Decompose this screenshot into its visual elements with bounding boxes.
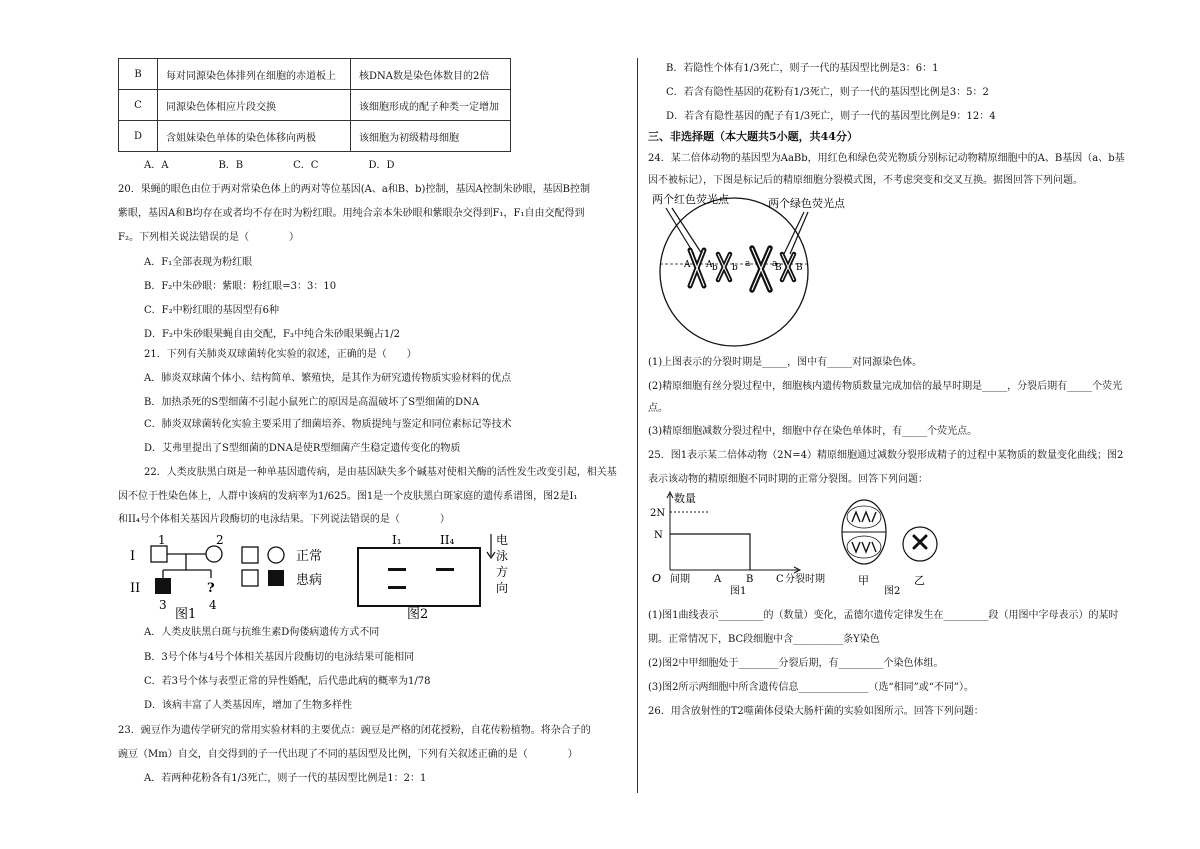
q20-stem-line1: 20．果蝇的眼色由位于两对常染色体上的两对等位基因(A、a和B、b)控制，基因A控制朱砂眼，基因B控制: [118, 184, 591, 195]
q24-part-2-line2: 点。: [648, 403, 668, 414]
gene-label: b: [732, 263, 738, 273]
figure-2-caption: 图2: [884, 586, 901, 596]
q20-option-a: A．F₁全部表现为粉红眼: [144, 257, 253, 268]
q20-option-d: D．F₂中朱砂眼果蝇自由交配，F₃中纯合朱砂眼果蝇占1/2: [144, 329, 401, 340]
direction-char: 方: [496, 565, 509, 579]
table-row: [119, 59, 511, 90]
table-cell: 同源染色体相应片段交换: [158, 90, 351, 121]
table-cell: 每对同源染色体排列在细胞的赤道板上: [158, 59, 351, 90]
y-tick-2n: 2N: [650, 508, 666, 519]
q22-option-b: B．3号个体与4号个体相关基因片段酶切的电泳结果可能相同: [144, 652, 415, 663]
direction-char: 向: [496, 581, 509, 595]
q21-option-a: A．肺炎双球菌个体小、结构简单、繁殖快，是其作为研究遗传物质实验材料的优点: [144, 373, 512, 384]
gene-label: a: [772, 259, 778, 269]
q21-stem: 21．下列有关肺炎双球菌转化实验的叙述，正确的是（ ）: [144, 349, 417, 360]
red-dots-label: 两个红色荧光点: [652, 193, 729, 206]
q25-figures: [648, 488, 948, 596]
x-tick-a: A: [714, 574, 722, 585]
gel-band: [388, 568, 406, 571]
generation-label-2: II: [130, 581, 141, 596]
gene-label: B: [775, 263, 782, 273]
q25-part-1-line2: 期。正常情况下，BC段细胞中含__________条Y染色: [648, 634, 880, 645]
q22-option-d: D．该病丰富了人类基因库，增加了生物多样性: [144, 700, 353, 711]
table-cell: 该细胞为初级精母细胞: [351, 121, 511, 152]
q24-cell-figure: [648, 190, 848, 350]
legend-normal-label: 正常: [296, 549, 323, 564]
y-tick-n: N: [654, 530, 663, 541]
q20-stem-line3: F₂。下列相关说法错误的是（ ）: [118, 232, 299, 243]
legend-female-normal: [268, 547, 284, 563]
table-cell: 该细胞形成的配子种类一定增加: [351, 90, 511, 121]
cell-yi-label: 乙: [914, 574, 925, 587]
direction-char: 泳: [496, 549, 509, 563]
table-cell: B: [119, 59, 158, 90]
lane-label-1: I₁: [392, 533, 402, 547]
figure-2-caption: 图2: [407, 607, 429, 622]
q25-stem-line2: 表示该动物的精原细胞不同时期的正常分裂图。回答下列问题：: [648, 474, 928, 485]
q22-option-c: C．若3号个体与表型正常的异性婚配，后代患此病的概率为1/78: [144, 676, 431, 687]
q21-option-b: B．加热杀死的S型细菌不引起小鼠死亡的原因是高温破坏了S型细菌的DNA: [144, 397, 480, 408]
direction-char: 电: [496, 533, 509, 547]
male-normal-symbol: [151, 546, 167, 562]
individual-number-1: 1: [158, 533, 166, 547]
gel-box: [358, 548, 480, 606]
green-dots-label: 两个绿色荧光点: [768, 197, 845, 210]
figure-1-caption: 图1: [175, 607, 197, 622]
pedigree-figure: [130, 533, 322, 622]
legend-affected: [268, 570, 284, 586]
x-tick-c: C: [776, 574, 784, 585]
electrophoresis-figure: [358, 532, 508, 622]
individual-number-4: 4: [209, 598, 217, 612]
female-normal-symbol: [206, 546, 222, 562]
q23-option-a: A．若两种花粉各有1/3死亡，则子一代的基因型比例是1：2：1: [144, 773, 427, 784]
q23-option-d: D．若含有隐性基因的配子有1/3死亡，则子一代的基因型比例是9：12：4: [666, 111, 996, 122]
table-row: [119, 121, 511, 152]
legend-male-normal: [242, 547, 258, 563]
section-3-heading: 三、非选择题（本大题共5小题，共44分）: [648, 130, 858, 143]
male-affected-symbol: [155, 578, 171, 594]
q22-figures: [118, 530, 528, 622]
q22-stem-line2: 因不位于性染色体上，人群中该病的发病率为1/625。图1是一个皮肤黑白斑家庭的遗传系谱图，图2是I₁: [118, 491, 578, 502]
generation-label-1: I: [130, 549, 136, 564]
q19-options-table: [118, 58, 511, 152]
q25-part-1-line1: (1)图1曲线表示_________的（数量）变化，孟德尔遗传定律发生在_________段（用图中字母表示）的某时: [648, 610, 1119, 621]
q21-option-d: D．艾弗里提出了S型细菌的DNA是使R型细菌产生稳定遗传变化的物质: [144, 443, 461, 454]
unknown-mark: ?: [207, 581, 215, 596]
gel-band: [436, 568, 454, 571]
chromosome: [690, 250, 704, 286]
cell-jia-label: 甲: [858, 574, 869, 587]
q24-part-2-line1: (2)精原细胞有丝分裂过程中，细胞核内遗传物质数量完成加倍的最早时期是_____，分裂后期有_____个荧光: [648, 381, 1123, 392]
x-tick-interphase: 间期: [670, 574, 690, 585]
q21-option-c: C．肺炎双球菌转化实验主要采用了细菌培养、物质提纯与鉴定和同位素标记等技术: [144, 419, 512, 430]
column-divider: [637, 58, 638, 793]
q20-option-b: B．F₂中朱砂眼：紫眼：粉红眼=3：3：10: [144, 281, 337, 292]
lane-label-2: II₄: [440, 533, 455, 547]
figure-1-caption: 图1: [730, 586, 747, 596]
individual-number-2: 2: [216, 533, 224, 547]
q23-stem-line2: 豌豆（Mm）自交，自交得到的子一代出现了不同的基因型及比例，下列有关叙述正确的是（ ）: [118, 749, 578, 760]
q20-option-c: C．F₂中粉红眼的基因型有6种: [144, 305, 279, 316]
q19-choices: A．A B．B C．C D．D: [144, 160, 395, 171]
gene-label: B: [796, 263, 803, 273]
cell-yi: [903, 527, 937, 587]
q23-option-b: B．若隐性个体有1/3死亡，则子一代的基因型比例是3：6：1: [666, 63, 939, 74]
q25-part-2: (2)图2中甲细胞处于________分裂后期，有_________个染色体组。: [648, 658, 944, 669]
q23-stem-line1: 23．豌豆作为遗传学研究的常用实验材料的主要优点：豌豆是严格的闭花授粉，自花传粉植物。将杂合子的: [118, 725, 591, 736]
q25-stem-line1: 25．图1表示某二倍体动物（2N=4）精原细胞通过减数分裂形成精子的过程中某物质的数量变化曲线；图2: [648, 450, 1124, 461]
legend-ill-label: 患病: [296, 573, 323, 588]
x-tick-b: B: [746, 574, 754, 585]
chromosome: [718, 254, 730, 280]
table-row: [119, 90, 511, 121]
q24-stem-line1: 24．某二倍体动物的基因型为AaBb，用红色和绿色荧光物质分别标记动物精原细胞中的A、B基因（a、b基: [648, 153, 1125, 164]
q20-stem-line2: 紫眼，基因A和B均存在或者均不存在时为粉红眼。用纯合亲本朱砂眼和紫眼杂交得到F₁，F₁自由交配得到: [118, 208, 585, 219]
cell-jia: [842, 500, 886, 587]
q24-part-3: (3)精原细胞减数分裂过程中，细胞中存在染色单体时，有_____个荧光点。: [648, 426, 978, 437]
table-cell: C: [119, 90, 158, 121]
gene-label: A: [706, 260, 713, 270]
table-cell: 含姐妹染色单体的染色体移向两极: [158, 121, 351, 152]
chromosome: [752, 248, 770, 290]
table-cell: 核DNA数是染色体数目的2倍: [351, 59, 511, 90]
table-cell: D: [119, 121, 158, 152]
gene-label: A: [684, 260, 691, 270]
individual-number-3: 3: [159, 598, 167, 612]
figure-1-curve: [650, 491, 825, 596]
x-axis-label: 分裂时期: [785, 574, 825, 585]
q22-stem-line1: 22．人类皮肤黑白斑是一种单基因遗传病，是由基因缺失多个碱基对使相关酶的活性发生改变引起，相关基: [144, 467, 617, 478]
legend-male-empty: [242, 570, 258, 586]
gene-label: a: [745, 259, 751, 269]
q24-stem-line2: 因不被标记），下图是标记后的精原细胞分裂模式图，不考虑突变和交叉互换。据图回答下列问题。: [648, 175, 1083, 186]
q26-stem: 26．用含放射性的T2噬菌体侵染大肠杆菌的实验如图所示。回答下列问题：: [648, 706, 984, 717]
q22-stem-line3: 和II₄号个体相关基因片段酶切的电泳结果。下列说法错误的是（ ）: [118, 514, 450, 525]
quantity-curve: [670, 534, 750, 570]
chromosome: [782, 254, 794, 280]
q22-option-a: A．人类皮肤黑白斑与抗维生素D佝偻病遗传方式不同: [144, 627, 380, 638]
q25-part-3: (3)图2所示两细胞中所含遗传信息______________（选“相同”或“不同”）。: [648, 682, 974, 693]
gene-label: b: [712, 263, 718, 273]
origin-label: O: [652, 572, 662, 585]
q24-part-1: (1)上图表示的分裂时期是_____，图中有_____对同源染色体。: [648, 357, 923, 368]
y-axis-label: 数量: [674, 492, 696, 505]
q23-option-c: C．若含有隐性基因的花粉有1/3死亡，则子一代的基因型比例是3：5：2: [666, 87, 989, 98]
gel-band: [388, 586, 406, 589]
